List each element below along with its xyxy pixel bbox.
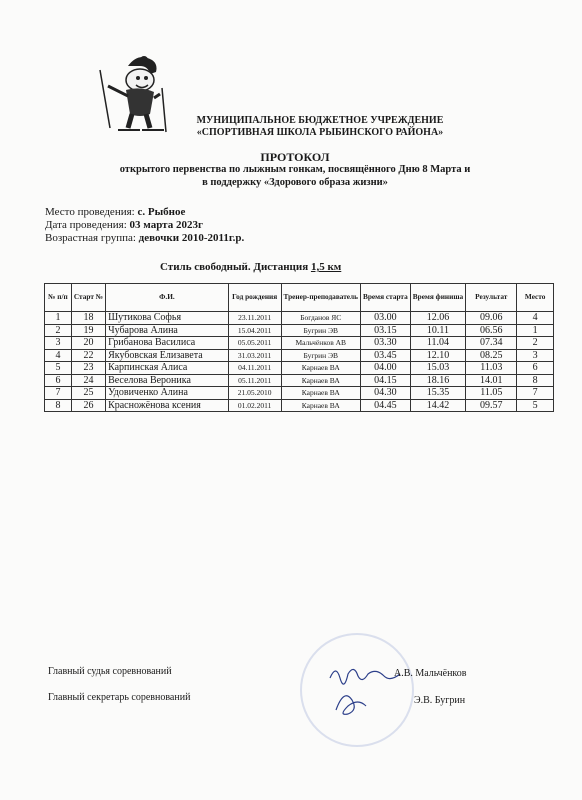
table-cell: 03.45 <box>361 349 411 362</box>
table-cell: 5 <box>45 362 72 375</box>
organization-header <box>150 115 490 139</box>
results-table <box>44 283 554 412</box>
table-cell: 04.15 <box>361 374 411 387</box>
table-row <box>45 362 554 375</box>
table-cell: 3 <box>45 337 72 350</box>
table-cell: 04.00 <box>361 362 411 375</box>
table-cell: 04.11.2011 <box>228 362 281 375</box>
header-cell: Время финиша <box>410 284 465 312</box>
table-cell: Веселова Вероника <box>106 374 229 387</box>
table-cell: 6 <box>45 374 72 387</box>
table-row <box>45 337 554 350</box>
table-row <box>45 349 554 362</box>
table-cell: 15.35 <box>410 387 465 400</box>
table-cell: 05.11.2011 <box>228 374 281 387</box>
table-row <box>45 374 554 387</box>
table-cell: 01.02.2011 <box>228 399 281 412</box>
table-cell: 14.01 <box>466 374 517 387</box>
table-cell: 04.30 <box>361 387 411 400</box>
table-cell: 09.06 <box>466 312 517 325</box>
table-cell: 2 <box>45 324 72 337</box>
table-cell: 4 <box>517 312 554 325</box>
protocol-subtitle-1: открытого первенства по лыжным гонкам, посвящённого Дню 8 Марта и <box>119 164 471 175</box>
meta-place <box>45 206 244 219</box>
place-label: Место проведения: <box>45 206 135 218</box>
chief-judge-name: А.В. Мальчёнков <box>394 668 467 679</box>
table-cell: 24 <box>71 374 105 387</box>
table-header-row <box>45 284 554 312</box>
table-cell: 1 <box>517 324 554 337</box>
table-cell: 6 <box>517 362 554 375</box>
date-label: Дата проведения: <box>45 219 127 231</box>
meta-date <box>45 219 244 232</box>
table-cell: Карнаев ВА <box>281 399 360 412</box>
table-cell: 12.06 <box>410 312 465 325</box>
table-cell: Бугрин ЭВ <box>281 349 360 362</box>
event-meta <box>45 206 244 245</box>
table-cell: 7 <box>45 387 72 400</box>
chief-secretary-label: Главный секретарь соревнований <box>48 692 191 703</box>
header-cell: № п/п <box>45 284 72 312</box>
place-value: с. Рыбное <box>137 206 186 218</box>
table-cell: 8 <box>45 399 72 412</box>
table-cell: Богданов ЯС <box>281 312 360 325</box>
header-cell: Год рождения <box>228 284 281 312</box>
table-cell: 03.30 <box>361 337 411 350</box>
table-cell: 03.00 <box>361 312 411 325</box>
table-cell: Якубовская Елизавета <box>106 349 229 362</box>
table-cell: 08.25 <box>466 349 517 362</box>
table-cell: 23 <box>71 362 105 375</box>
table-cell: 25 <box>71 387 105 400</box>
chief-secretary-name: Э.В. Бугрин <box>414 695 466 706</box>
table-cell: 31.03.2011 <box>228 349 281 362</box>
table-cell: 12.10 <box>410 349 465 362</box>
table-cell: 21.05.2010 <box>228 387 281 400</box>
group-value: девочки 2010-2011г.р. <box>138 232 245 244</box>
table-cell: Бугрин ЭВ <box>281 324 360 337</box>
header-cell: Время старта <box>361 284 411 312</box>
header-cell: Место <box>517 284 554 312</box>
table-cell: 20 <box>71 337 105 350</box>
table-cell: 1 <box>45 312 72 325</box>
meta-group <box>45 232 244 245</box>
table-row <box>45 387 554 400</box>
table-cell: 3 <box>517 349 554 362</box>
table-cell: Карнаев ВА <box>281 362 360 375</box>
table-row <box>45 399 554 412</box>
header-cell: Тренер-преподаватель <box>281 284 360 312</box>
org-line-2: «СПОРТИВНАЯ ШКОЛА РЫБИНСКОГО РАЙОНА» <box>196 127 444 138</box>
header-cell: Ф.И. <box>106 284 229 312</box>
table-cell: 11.04 <box>410 337 465 350</box>
table-cell: 7 <box>517 387 554 400</box>
table-cell: Карнаев ВА <box>281 374 360 387</box>
table-cell: 5 <box>517 399 554 412</box>
table-cell: 04.45 <box>361 399 411 412</box>
table-cell: Красножёнова ксения <box>106 399 229 412</box>
table-row <box>45 324 554 337</box>
group-label: Возрастная группа: <box>45 232 136 244</box>
table-cell: Грибанова Василиса <box>106 337 229 350</box>
style-text: Стиль свободный. Дистанция <box>160 261 309 273</box>
table-cell: 11.05 <box>466 387 517 400</box>
table-cell: Карнаев ВА <box>281 387 360 400</box>
chief-judge-label: Главный судья соревнований <box>48 666 172 677</box>
protocol-subtitle-2: в поддержку «Здорового образа жизни» <box>202 176 388 188</box>
table-cell: 15.03 <box>410 362 465 375</box>
header-cell: Результат <box>466 284 517 312</box>
table-row <box>45 312 554 325</box>
table-cell: Шутикова Софья <box>106 312 229 325</box>
table-cell: 26 <box>71 399 105 412</box>
table-cell: 18 <box>71 312 105 325</box>
table-cell: 15.04.2011 <box>228 324 281 337</box>
table-cell: 22 <box>71 349 105 362</box>
table-cell: 05.05.2011 <box>228 337 281 350</box>
table-cell: Удовиченко Алина <box>106 387 229 400</box>
table-cell: 19 <box>71 324 105 337</box>
table-cell: 23.11.2011 <box>228 312 281 325</box>
table-cell: 06.56 <box>466 324 517 337</box>
header-cell: Старт № <box>71 284 105 312</box>
table-cell: 11.03 <box>466 362 517 375</box>
table-cell: Карпинская Алиса <box>106 362 229 375</box>
table-cell: 10.11 <box>410 324 465 337</box>
race-style-line <box>160 261 341 273</box>
date-value: 03 марта 2023г <box>129 219 203 231</box>
table-cell: 4 <box>45 349 72 362</box>
table-cell: Мальчёнков АВ <box>281 337 360 350</box>
table-cell: 18.16 <box>410 374 465 387</box>
table-cell: 09.57 <box>466 399 517 412</box>
table-cell: 2 <box>517 337 554 350</box>
table-cell: 03.15 <box>361 324 411 337</box>
protocol-title-block <box>60 150 530 189</box>
table-cell: 8 <box>517 374 554 387</box>
table-cell: 07.34 <box>466 337 517 350</box>
distance-value: 1,5 км <box>310 261 342 273</box>
org-line-1: МУНИЦИПАЛЬНОЕ БЮДЖЕТНОЕ УЧРЕЖДЕНИЕ <box>196 115 444 126</box>
table-cell: Чубарова Алина <box>106 324 229 337</box>
table-cell: 14.42 <box>410 399 465 412</box>
protocol-heading: ПРОТОКОЛ <box>260 150 330 164</box>
